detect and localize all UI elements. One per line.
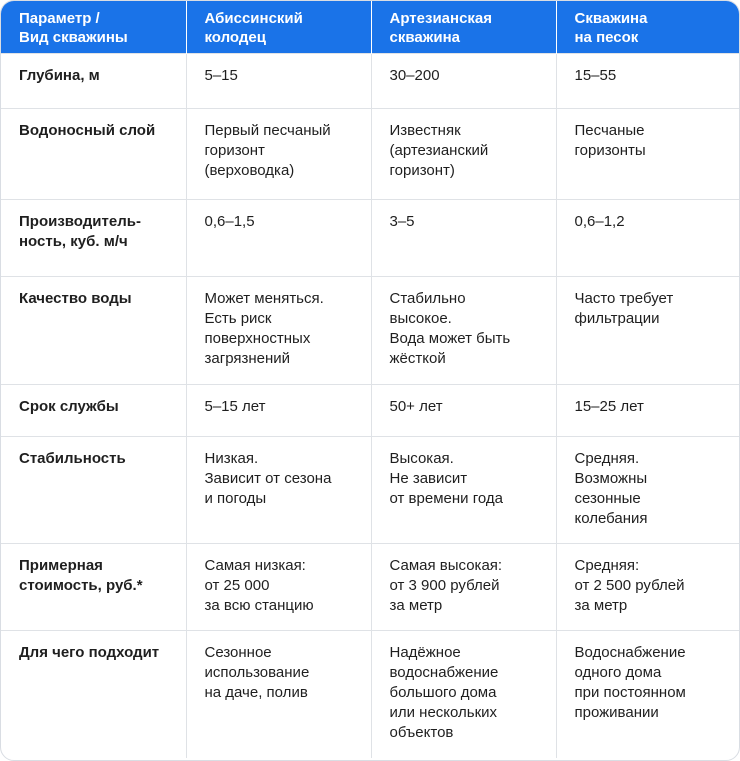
table-cell: 5–15 лет	[186, 385, 371, 437]
table-cell: 3–5	[371, 200, 556, 277]
table-row	[1, 109, 739, 200]
row-label: Водоносный слой	[1, 109, 186, 200]
table-row	[1, 437, 739, 544]
table-cell: Надёжное водоснабжение большого дома или нескольких объектов	[371, 631, 556, 758]
row-label: Качество воды	[1, 277, 186, 385]
table-cell: Песчаные горизонты	[556, 109, 739, 200]
table-cell: Сезонное использование на даче, полив	[186, 631, 371, 758]
table-cell: Самая высокая: от 3 900 рублей за метр	[371, 544, 556, 631]
table-row	[1, 544, 739, 631]
table-cell: 0,6–1,5	[186, 200, 371, 277]
table-row	[1, 385, 739, 437]
row-label: Стабильность	[1, 437, 186, 544]
row-label: Производитель- ность, куб. м/ч	[1, 200, 186, 277]
table-cell: Часто требует фильтрации	[556, 277, 739, 385]
table-cell: 0,6–1,2	[556, 200, 739, 277]
table-cell: 15–25 лет	[556, 385, 739, 437]
table-cell: Низкая. Зависит от сезона и погоды	[186, 437, 371, 544]
row-label: Для чего подходит	[1, 631, 186, 758]
table-cell: Может меняться. Есть риск поверхностных загрязнений	[186, 277, 371, 385]
table-row	[1, 54, 739, 109]
header-cell-abyssinian: Абиссинский колодец	[186, 1, 371, 54]
table-cell: 30–200	[371, 54, 556, 109]
table-cell: Средняя: от 2 500 рублей за метр	[556, 544, 739, 631]
table-row	[1, 200, 739, 277]
table-cell: Самая низкая: от 25 000 за всю станцию	[186, 544, 371, 631]
header-cell-parameter: Параметр / Вид скважины	[1, 1, 186, 54]
row-label: Примерная стоимость, руб.*	[1, 544, 186, 631]
table-cell: Высокая. Не зависит от времени года	[371, 437, 556, 544]
table-row	[1, 277, 739, 385]
table-cell: Первый песчаный горизонт (верховодка)	[186, 109, 371, 200]
table-cell: Стабильно высокое. Вода может быть жёсткой	[371, 277, 556, 385]
header-row	[1, 1, 739, 54]
table-cell: 50+ лет	[371, 385, 556, 437]
comparison-table	[1, 1, 739, 758]
row-label: Срок службы	[1, 385, 186, 437]
table-cell: 15–55	[556, 54, 739, 109]
header-cell-sand: Скважина на песок	[556, 1, 739, 54]
header-cell-artesian: Артезианская скважина	[371, 1, 556, 54]
table-cell: Известняк (артезианский горизонт)	[371, 109, 556, 200]
table-cell: Средняя. Возможны сезонные колебания	[556, 437, 739, 544]
row-label: Глубина, м	[1, 54, 186, 109]
table-cell: Водоснабжение одного дома при постоянном проживании	[556, 631, 739, 758]
table-cell: 5–15	[186, 54, 371, 109]
table-row	[1, 631, 739, 758]
